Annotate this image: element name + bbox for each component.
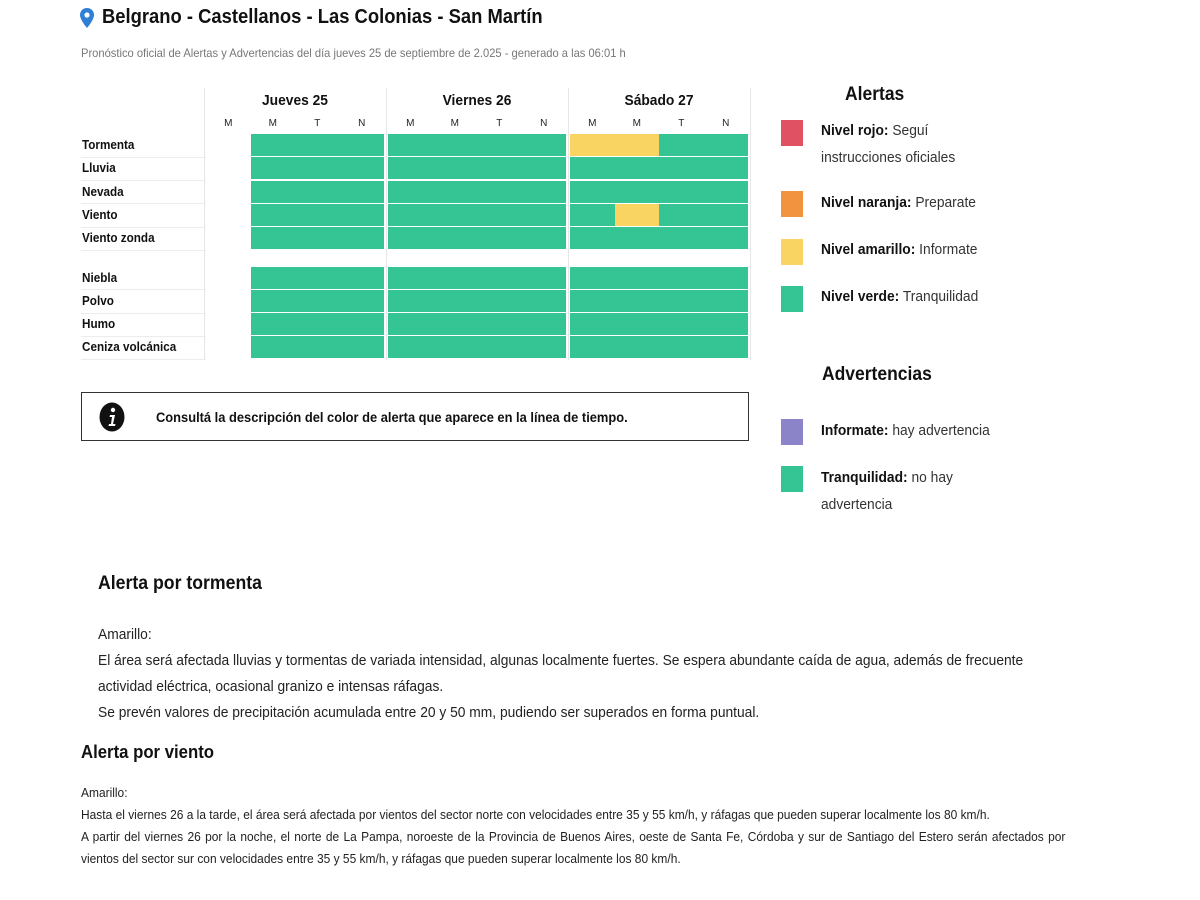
timeline-cell-verde [704, 267, 749, 289]
timeline-cell-none [206, 313, 251, 335]
timeline-cell-verde [388, 157, 433, 179]
info-icon [99, 402, 125, 432]
day-header: Viernes 26 [442, 92, 512, 109]
legend-swatch-calm [781, 466, 803, 492]
timeline-cell-verde [522, 134, 567, 156]
timeline-cell-verde [295, 267, 340, 289]
timeline-cell-verde [615, 267, 660, 289]
legend-item-red: Nivel rojo: Seguí instrucciones oficiales [821, 122, 956, 166]
timeline-cell-verde [659, 157, 704, 179]
timeline-cell-none [206, 157, 251, 179]
timeline-row-label: Ceniza volcánica [82, 339, 177, 355]
timeline-row-label: Humo [82, 316, 116, 332]
timeline-cell-verde [433, 290, 478, 312]
timeline-row-label: Viento [82, 206, 118, 222]
timeline-cell-verde [522, 290, 567, 312]
legend-swatch-green [781, 286, 803, 312]
timeline-cell-verde [615, 336, 660, 358]
timeline-cell-verde [659, 267, 704, 289]
timeline-cell-verde [433, 181, 478, 203]
alert-timeline-grid [81, 88, 749, 360]
row-divider [81, 180, 206, 181]
timeline-cell-verde [340, 336, 385, 358]
day-header: Jueves 25 [261, 92, 328, 109]
storm-section-title: Alerta por tormenta [98, 573, 262, 594]
timeline-cell-verde [570, 204, 615, 226]
timeline-row-label: Lluvia [82, 160, 116, 176]
timeline-cell-verde [251, 267, 296, 289]
day-separator [750, 88, 751, 360]
timeline-cell-verde [477, 313, 522, 335]
timeline-cell-none [206, 181, 251, 203]
timeline-cell-verde [251, 336, 296, 358]
day-separator [386, 88, 387, 360]
timeline-cell-verde [340, 313, 385, 335]
legend-item-yellow: Nivel amarillo: Informate [821, 241, 978, 258]
timeline-cell-verde [340, 290, 385, 312]
timeline-cell-verde [704, 157, 749, 179]
storm-section-body [98, 622, 1073, 726]
timeline-cell-verde [340, 204, 385, 226]
timeline-cell-verde [295, 204, 340, 226]
timeline-cell-verde [570, 227, 615, 249]
timeline-cell-verde [433, 157, 478, 179]
timeline-cell-verde [295, 134, 340, 156]
row-divider [81, 289, 206, 290]
timeline-cell-verde [295, 227, 340, 249]
timeline-cell-verde [433, 227, 478, 249]
timeline-row-label: Tormenta [82, 137, 135, 152]
row-divider [81, 336, 206, 337]
timeline-cell-verde [251, 204, 296, 226]
timeline-cell-verde [659, 227, 704, 249]
timeline-cell-verde [704, 313, 749, 335]
wind-text-1: Hasta el viernes 26 a la tarde, el área será afectada por vientos del sector norte con velocidades entre 35 y 55 km/h, y ráfagas que pueden superar localmente los 80 km/h. [81, 807, 990, 822]
slot-header: N [358, 118, 366, 129]
timeline-cell-amarillo [615, 134, 660, 156]
timeline-cell-verde [704, 336, 749, 358]
timeline-cell-verde [659, 204, 704, 226]
timeline-cell-verde [522, 336, 567, 358]
timeline-cell-verde [477, 227, 522, 249]
legend-item-orange: Nivel naranja: Preparate [821, 194, 976, 211]
timeline-row-label: Nevada [82, 183, 124, 199]
timeline-cell-verde [570, 157, 615, 179]
legend-swatch-violet [781, 419, 803, 445]
timeline-cell-verde [388, 134, 433, 156]
day-header: Sábado 27 [624, 92, 694, 109]
timeline-cell-verde [388, 204, 433, 226]
storm-text-1: El área será afectada lluvias y tormentas de variada intensidad, algunas localmente fuertes. Se espera abundante caída de agua, además de frecuente actividad eléctrica, ocasional granizo e intensas ráfagas. [98, 652, 1024, 695]
slot-header: M [224, 118, 233, 129]
storm-text-2: Se prevén valores de precipitación acumulada entre 20 y 50 mm, pudiendo ser superados en forma puntual. [98, 704, 760, 721]
timeline-cell-verde [615, 290, 660, 312]
timeline-cell-verde [615, 313, 660, 335]
slot-header: M [268, 118, 277, 129]
slot-header: N [722, 118, 730, 129]
slot-header: M [406, 118, 415, 129]
timeline-cell-verde [570, 290, 615, 312]
timeline-cell-verde [295, 157, 340, 179]
legend-swatch-red [781, 120, 803, 146]
timeline-cell-verde [522, 313, 567, 335]
timeline-cell-verde [388, 267, 433, 289]
timeline-cell-verde [388, 313, 433, 335]
timeline-cell-verde [388, 227, 433, 249]
timeline-cell-verde [340, 157, 385, 179]
timeline-cell-verde [659, 336, 704, 358]
timeline-cell-none [206, 227, 251, 249]
timeline-cell-verde [570, 181, 615, 203]
warnings-legend-title: Advertencias [822, 364, 932, 385]
timeline-cell-verde [570, 336, 615, 358]
timeline-cell-verde [477, 204, 522, 226]
slot-header: M [632, 118, 641, 129]
timeline-cell-verde [477, 267, 522, 289]
timeline-cell-verde [295, 313, 340, 335]
timeline-cell-verde [522, 157, 567, 179]
timeline-cell-verde [251, 313, 296, 335]
wind-section-title: Alerta por viento [81, 742, 215, 762]
timeline-cell-verde [251, 134, 296, 156]
timeline-cell-verde [522, 227, 567, 249]
timeline-cell-none [206, 267, 251, 289]
timeline-cell-verde [477, 181, 522, 203]
timeline-cell-verde [659, 134, 704, 156]
timeline-cell-verde [704, 134, 749, 156]
location-pin-icon [80, 8, 94, 28]
timeline-cell-verde [251, 227, 296, 249]
slot-header: T [678, 118, 685, 129]
timeline-cell-verde [570, 313, 615, 335]
alerts-legend-title: Alertas [845, 84, 905, 105]
row-divider [81, 359, 206, 360]
timeline-cell-amarillo [570, 134, 615, 156]
timeline-cell-verde [340, 267, 385, 289]
timeline-cell-verde [251, 181, 296, 203]
storm-level: Amarillo: [98, 626, 152, 643]
wind-text-2: A partir del viernes 26 por la noche, el norte de La Pampa, noroeste de la Provincia de Buenos Aires, oeste de Santa Fe, Córdoba y sur de Santiago del Estero serán afectados por vientos del sector sur con velocidades entre 35 y 55 km/h, y ráfagas que pueden superar localmente los 80 km/h. [81, 829, 1066, 866]
wind-section-body [81, 782, 1065, 870]
timeline-cell-verde [522, 267, 567, 289]
wind-level: Amarillo: [81, 785, 128, 800]
day-separator [568, 88, 569, 360]
timeline-cell-verde [704, 290, 749, 312]
legend-swatch-orange [781, 191, 803, 217]
timeline-cell-verde [251, 290, 296, 312]
timeline-cell-verde [477, 157, 522, 179]
page-subtitle: Pronóstico oficial de Alertas y Advertencias del día jueves 25 de septiembre de 2.025 - generado a las 06:01 h [81, 46, 626, 60]
timeline-cell-verde [615, 181, 660, 203]
timeline-cell-none [206, 290, 251, 312]
page-title: Belgrano - Castellanos - Las Colonias - San Martín [102, 6, 543, 28]
timeline-cell-verde [388, 336, 433, 358]
row-divider [81, 250, 206, 251]
slot-header: N [540, 118, 548, 129]
timeline-row-label: Polvo [82, 292, 114, 308]
timeline-cell-verde [340, 134, 385, 156]
row-divider [81, 313, 206, 314]
timeline-cell-verde [659, 181, 704, 203]
timeline-cell-verde [522, 181, 567, 203]
slot-header: T [314, 118, 321, 129]
legend-item-warning: Informate: hay advertencia [821, 422, 990, 439]
timeline-cell-verde [477, 290, 522, 312]
timeline-cell-amarillo [615, 204, 660, 226]
legend-item-no-warning: Tranquilidad: no hay advertencia [821, 469, 953, 513]
timeline-cell-verde [433, 336, 478, 358]
slot-header: M [588, 118, 597, 129]
timeline-cell-verde [704, 181, 749, 203]
timeline-cell-verde [615, 157, 660, 179]
timeline-row-label: Viento zonda [82, 230, 155, 246]
timeline-cell-verde [522, 204, 567, 226]
timeline-cell-verde [295, 290, 340, 312]
timeline-cell-verde [433, 134, 478, 156]
timeline-cell-verde [659, 290, 704, 312]
timeline-cell-verde [295, 181, 340, 203]
legend-item-green: Nivel verde: Tranquilidad [821, 288, 979, 305]
timeline-cell-verde [388, 290, 433, 312]
info-box [81, 392, 749, 441]
timeline-cell-none [206, 336, 251, 358]
row-divider [81, 157, 206, 158]
day-separator [204, 88, 205, 360]
row-divider [81, 227, 206, 228]
timeline-cell-verde [433, 267, 478, 289]
slot-header: T [496, 118, 503, 129]
timeline-cell-verde [659, 313, 704, 335]
slot-header: M [450, 118, 459, 129]
page-header [80, 6, 581, 29]
timeline-cell-verde [615, 227, 660, 249]
info-text: Consultá la descripción del color de alerta que aparece en la línea de tiempo. [156, 408, 628, 425]
timeline-row-label: Niebla [82, 269, 118, 285]
legend-swatch-yellow [781, 239, 803, 265]
timeline-cell-verde [477, 134, 522, 156]
timeline-cell-verde [433, 313, 478, 335]
timeline-cell-verde [340, 181, 385, 203]
timeline-cell-verde [295, 336, 340, 358]
timeline-cell-verde [388, 181, 433, 203]
timeline-cell-verde [477, 336, 522, 358]
timeline-cell-verde [433, 204, 478, 226]
timeline-cell-none [206, 204, 251, 226]
timeline-cell-verde [570, 267, 615, 289]
timeline-cell-verde [704, 204, 749, 226]
timeline-cell-verde [251, 157, 296, 179]
timeline-cell-none [206, 134, 251, 156]
row-divider [81, 203, 206, 204]
timeline-cell-verde [704, 227, 749, 249]
timeline-cell-verde [340, 227, 385, 249]
